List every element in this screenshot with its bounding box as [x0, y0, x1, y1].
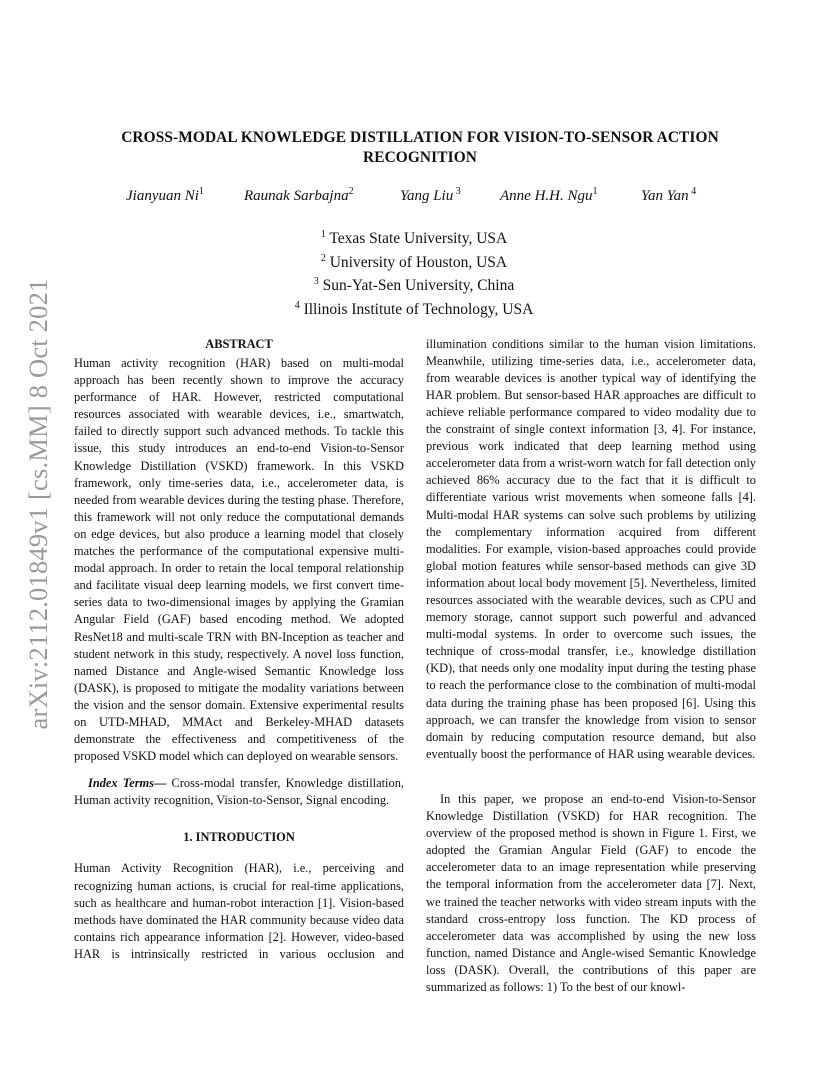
author-name: Anne H.H. Ngu	[500, 188, 593, 204]
affiliation-3	[0, 272, 828, 296]
author-2	[244, 186, 354, 205]
author-name: Raunak Sarbajna	[244, 188, 349, 204]
affil-text: Illinois Institute of Technology, USA	[299, 300, 534, 318]
index-terms-text: Cross-modal transfer, Knowledge distillation, Human activity recognition, Vision-to-Sensor, Signal encoding.	[74, 776, 404, 808]
abstract-text: Human activity recognition (HAR) based on multi-modal approach has been recently shown to improve the accuracy performance of HAR. However, restricted computational resources associated with wearable devices, i.e., smartwatch, failed to directly support such advanced methods. To tackle this issue, this study introduces an end-to-end Vision-to-Sensor Knowledge Distillation (VSKD) framework. In this VSKD framework, only time-series data, i.e., accelerometer data, is needed from wearable devices during the testing phase. Therefore, this framework will not only reduce the computational demands on edge devices, but also produce a learning model that closely matches the performance of the computational expensive multi-modal approach. In order to retain the local temporal relationship and facilitate visual deep learning models, we first convert time-series data to two-dimensional images by applying the Gramian Angular Field (GAF) based encoding method. We adopted ResNet18 and multi-scale TRN with BN-Inception as teacher and student network in this study, respectively. A novel loss function, named Distance and Angle-wised Semantic Knowledge loss (DASK), is proposed to mitigate the modality variations between the vision and the sensor domain. Extensive experimental results on UTD-MHAD, MMAct and Berkeley-MHAD datasets demonstrate the effectiveness and competitiveness of the proposed VSKD model which can deployed on wearable sensors.	[74, 356, 404, 764]
affiliation-1	[0, 225, 828, 249]
arxiv-stamp-text: arXiv:2112.01849v1 [cs.MM] 8 Oct 2021	[22, 278, 53, 730]
author-affil-mark: 4	[688, 186, 697, 197]
affil-text: University of Houston, USA	[325, 253, 508, 271]
introduction-heading: 1. INTRODUCTION	[183, 830, 295, 845]
affil-mark: 1	[320, 229, 326, 240]
abstract-heading: ABSTRACT	[205, 337, 273, 351]
author-affil-mark: 1	[198, 186, 204, 197]
author-3	[400, 186, 461, 205]
affil-mark: 2	[320, 252, 326, 264]
author-name: Yan Yan	[641, 188, 689, 204]
index-terms	[74, 775, 404, 809]
right-column	[426, 335, 756, 996]
affil-mark: 4	[294, 299, 300, 311]
left-column	[74, 336, 404, 962]
intro-paragraph-2: In this paper, we propose an end-to-end Vision-to-Sensor Knowledge Distillation (VSKD) for HAR recognition. The overview of the proposed method is shown in Figure 1. First, we adopted the Gramian Angular Field (GAF) to encode the accelerometer data to an image representation while preserving the temporal information from the accelerometer data [7]. Next, we trained the teacher networks with video stream inputs with the standard cross-entropy loss function. The KD process of accelerometer data was accomplished by using the new loss function, named Distance and Angle-wised Semantic Knowledge loss (DASK). Overall, the contributions of this paper are summarized as follows: 1) To the best of our knowl-	[426, 792, 756, 995]
author-affil-mark: 3	[453, 186, 461, 197]
affil-text: Sun-Yat-Sen University, China	[318, 277, 515, 295]
author-name: Yang Liu	[400, 188, 454, 204]
affiliation-list	[0, 225, 828, 319]
affil-mark: 3	[313, 276, 319, 288]
affil-text: Texas State University, USA	[325, 230, 508, 248]
author-1	[126, 186, 204, 205]
index-terms-label: Index Terms—	[88, 776, 167, 791]
arxiv-identifier-stamp	[18, 244, 58, 764]
affiliation-4	[0, 296, 828, 320]
author-5	[641, 186, 696, 205]
author-affil-mark: 2	[348, 186, 354, 197]
affiliation-2	[0, 249, 828, 273]
intro-paragraph-1: Human Activity Recognition (HAR), i.e., perceiving and recognizing human actions, is crucial for real-time applications, such as healthcare and human-robot interaction [1]. Vision-based methods have dominated the HAR community because video data contains rich appearance information [2]. However, video-based HAR is intrinsically restricted in various occlusion and	[74, 861, 404, 961]
intro-paragraph-1-flow: illumination conditions similar to the human vision limitations. Meanwhile, utilizing time-series data, i.e., accelerometer data, from wearable devices is another typical way of identifying the HAR problem. But sensor-based HAR approaches are difficult to achieve reliable performance compared to video modality due to the constraint of single context information [3, 4]. For instance, previous work indicated that deep learning method using accelerometer data from a wrist-worn watch for fall detection only achieved 86% accuracy due to the fact that it is difficult to differentiate various wrist movements when someone falls [4]. Multi-modal HAR systems can solve such problems by utilizing the complementary information acquired from different modalities. For example, vision-based approaches could provide global motion features while sensor-based methods can give 3D information about local body movement [5]. Nevertheless, limited resources associated with the wearable devices, such as CPU and memory storage, cannot support such powerful and advanced multi-modal systems. In order to overcome such issues, the technique of cross-modal transfer, i.e., knowledge distillation (KD), that needs only one modality input during the testing phase to reach the performance close to the combination of multi-modal data during the training phase has been proposed [6]. Using this approach, we can transfer the knowledge from vision to sensor domain by reducing computation resource demand, but also eventually boost the performance of HAR using wearable devices.	[426, 336, 756, 761]
author-affil-mark: 1	[592, 186, 598, 197]
author-4	[500, 186, 598, 205]
intro-paragraph-1-continued	[426, 335, 756, 773]
paper-title: CROSS-MODAL KNOWLEDGE DISTILLATION FOR VISION-TO-SENSOR ACTION RECOGNITION	[121, 129, 719, 166]
author-name: Jianyuan Ni	[126, 188, 199, 204]
author-list	[0, 186, 828, 208]
